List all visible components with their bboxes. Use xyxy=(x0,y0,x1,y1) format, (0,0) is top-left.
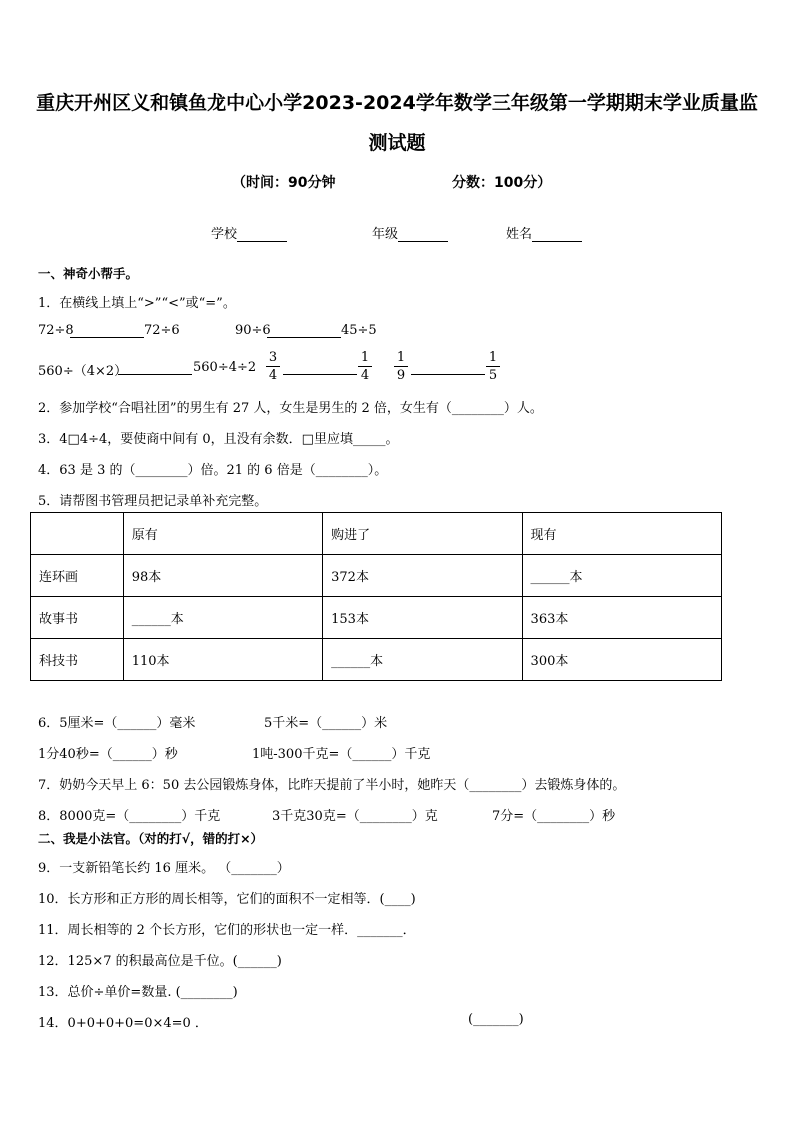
q1d-blank[interactable] xyxy=(283,374,357,375)
exam-title-line2: 测试题 xyxy=(368,132,426,154)
q5: 5．请帮图书管理员把记录单补充完整。 xyxy=(38,494,268,509)
exam-time: （时间：90分钟 xyxy=(232,175,336,191)
q7: 7．奶奶今天早上 6：50 去公园锻炼身体，比昨天提前了半小时，她昨天（________）去锻炼身体的。 xyxy=(38,778,626,793)
table-header: 原有 xyxy=(123,513,322,555)
table-cell: 363本 xyxy=(522,597,721,639)
q10: 10．长方形和正方形的周长相等，它们的面积不一定相等．(____) xyxy=(38,892,416,907)
q1c-blank[interactable] xyxy=(118,374,192,375)
table-cell: 110本 xyxy=(123,639,322,681)
table-row xyxy=(31,555,722,597)
q1c-right: 560÷4÷2 xyxy=(193,360,257,375)
fraction-1-9: $\frac{1}{9}$ xyxy=(394,349,408,384)
q3: 3．4□4÷4，要使商中间有 0，且没有余数．□里应填_____。 xyxy=(38,432,399,447)
q14-answer-blank[interactable]: (_______) xyxy=(468,1012,524,1027)
q6a: 6．5厘米=（______）毫米 xyxy=(38,716,196,731)
q1-stem: 1．在横线上填上“>”“<”或“=”。 xyxy=(38,296,236,311)
fraction-1-4: $\frac{1}{4}$ xyxy=(358,349,372,384)
school-field[interactable] xyxy=(211,223,287,242)
table-cell-blank[interactable]: ______本 xyxy=(123,597,322,639)
table-cell: 连环画 xyxy=(31,555,124,597)
q1a-left: 72÷8 xyxy=(38,323,74,338)
table-row xyxy=(31,597,722,639)
q8a: 8．8000克=（________）千克 xyxy=(38,809,221,824)
exam-title-line1: 重庆开州区义和镇鱼龙中心小学2023-2024学年数学三年级第一学期期末学业质量监 xyxy=(36,92,758,114)
name-label: 姓名 xyxy=(506,227,533,242)
q13: 13．总价÷单价=数量. (________) xyxy=(38,985,238,1000)
table-cell: 300本 xyxy=(522,639,721,681)
fraction-1-5: $\frac{1}{5}$ xyxy=(486,349,500,384)
table-cell: 科技书 xyxy=(31,639,124,681)
q1b-blank[interactable] xyxy=(267,337,341,338)
q14: 14．0+0+0+0=0×4=0 ． xyxy=(38,1016,208,1031)
table-row xyxy=(31,639,722,681)
table-header xyxy=(31,513,124,555)
table-header: 现有 xyxy=(522,513,721,555)
q9: 9．一支新铅笔长约 16 厘米。 （_______） xyxy=(38,861,290,876)
q6c: 1分40秒=（______）秒 xyxy=(38,747,178,762)
section1-heading: 一、神奇小帮手。 xyxy=(38,266,139,281)
table-cell: 故事书 xyxy=(31,597,124,639)
q1a-right: 72÷6 xyxy=(144,323,180,338)
table-cell-blank[interactable]: ______本 xyxy=(323,639,522,681)
table-cell: 372本 xyxy=(323,555,522,597)
q4: 4．63 是 3 的（________）倍。21 的 6 倍是（________）。 xyxy=(38,463,388,478)
table-cell-blank[interactable]: ______本 xyxy=(522,555,721,597)
q6d: 1吨-300千克=（______）千克 xyxy=(252,747,431,762)
q11: 11．周长相等的 2 个长方形，它们的形状也一定一样．_______． xyxy=(38,923,416,938)
table-cell: 153本 xyxy=(323,597,522,639)
table-header: 购进了 xyxy=(323,513,522,555)
grade-field[interactable] xyxy=(372,223,448,242)
q1e-blank[interactable] xyxy=(411,374,485,375)
q1b-left: 90÷6 xyxy=(235,323,271,338)
q1b-right: 45÷5 xyxy=(341,323,377,338)
exam-score: 分数：100分） xyxy=(452,175,552,191)
q8b: 3千克30克=（________）克 xyxy=(272,809,438,824)
q6b: 5千米=（______）米 xyxy=(264,716,388,731)
name-field[interactable] xyxy=(506,223,582,242)
q1c-left: 560÷（4×2） xyxy=(38,364,128,379)
q8c: 7分=（________）秒 xyxy=(492,809,616,824)
library-record-table xyxy=(30,512,722,681)
q12: 12．125×7 的积最高位是千位。(______) xyxy=(38,954,282,969)
q2: 2．参加学校“合唱社团”的男生有 27 人，女生是男生的 2 倍，女生有（________）人。 xyxy=(38,401,543,416)
table-header-row xyxy=(31,513,722,555)
grade-label: 年级 xyxy=(372,227,399,242)
section2-heading: 二、我是小法官。（对的打√，错的打×） xyxy=(38,831,264,846)
fraction-3-4: $\frac{3}{4}$ xyxy=(266,349,280,384)
q1a-blank[interactable] xyxy=(70,337,144,338)
table-cell: 98本 xyxy=(123,555,322,597)
school-label: 学校 xyxy=(211,227,238,242)
